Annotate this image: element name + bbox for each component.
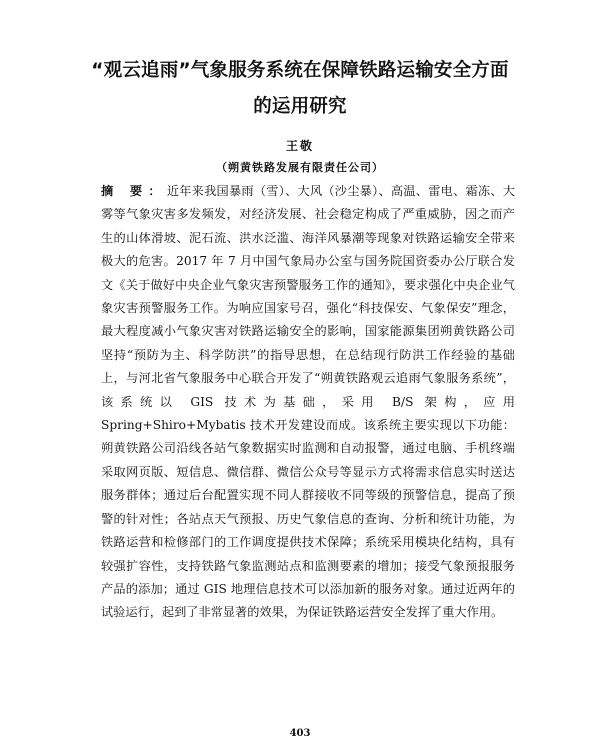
author-affiliation: （朔黄铁路发展有限责任公司） [216, 161, 384, 174]
abstract-paragraph [101, 180, 515, 625]
page-number: 403 [289, 728, 311, 739]
paper-title-line-2: 的运用研究 [253, 96, 347, 117]
paper-title-line-1: “观云追雨”气象服务系统在保障铁路运输安全方面 [91, 60, 509, 81]
author-name: 王敬 [285, 139, 314, 153]
abstract-label: 摘 要： [101, 184, 167, 198]
abstract-text: 近年来我国暴雨（雪）、大风（沙尘暴）、高温、雷电、霜冻、大雾等气象灾害多发频发，对经济发展、社会稳定构成了严重威胁，因之而产生的山体滑坡、泥石流、洪水泛滥、海洋风暴潮等现象对铁路运输安全带来极大的危害。2017 年 7 月中国气象局办公室与国务院国资委办公厅联合发文《关于做好中央企业气象灾害预警服务工作的通知》，要求强化中央企业气象灾害预警服务工作。为响应国家号召，强化“科技保安、气象保安”理念，最大程度减小气象灾害对铁路运输安全的影响，国家能源集团朔黄铁路公司坚持“预防为主、科学防洪”的指导思想，在总结现行防洪工作经验的基础上，与河北省气象服务中心联合开发了“朔黄铁路观云追雨气象服务系统”，该系统以 GIS 技术为基础，采用 B/S 架构，应用 Spring+Shiro+Mybatis 技术开发建设而成。该系统主要实现以下功能：朔黄铁路公司沿线各站气象数据实时监测和自动报警，通过电脑、手机终端采取网页版、短信息、微信群、微信公众号等显示方式将需求信息实时送达服务群体；通过后台配置实现不同人群接收不同等级的预警信息，提高了预警的针对性；各站点天气预报、历史气象信息的查询、分析和统计功能，为铁路运营和检修部门的工作调度提供技术保障；系统采用模块化结构，具有较强扩容性，支持铁路气象监测站点和监测要素的增加；接受气象预报服务产品的添加；通过 GIS 地理信息技术可以添加新的服务对象。通过近两年的试验运行，起到了非常显著的效果，为保证铁路运营安全发挥了重大作用。 [101, 184, 515, 620]
